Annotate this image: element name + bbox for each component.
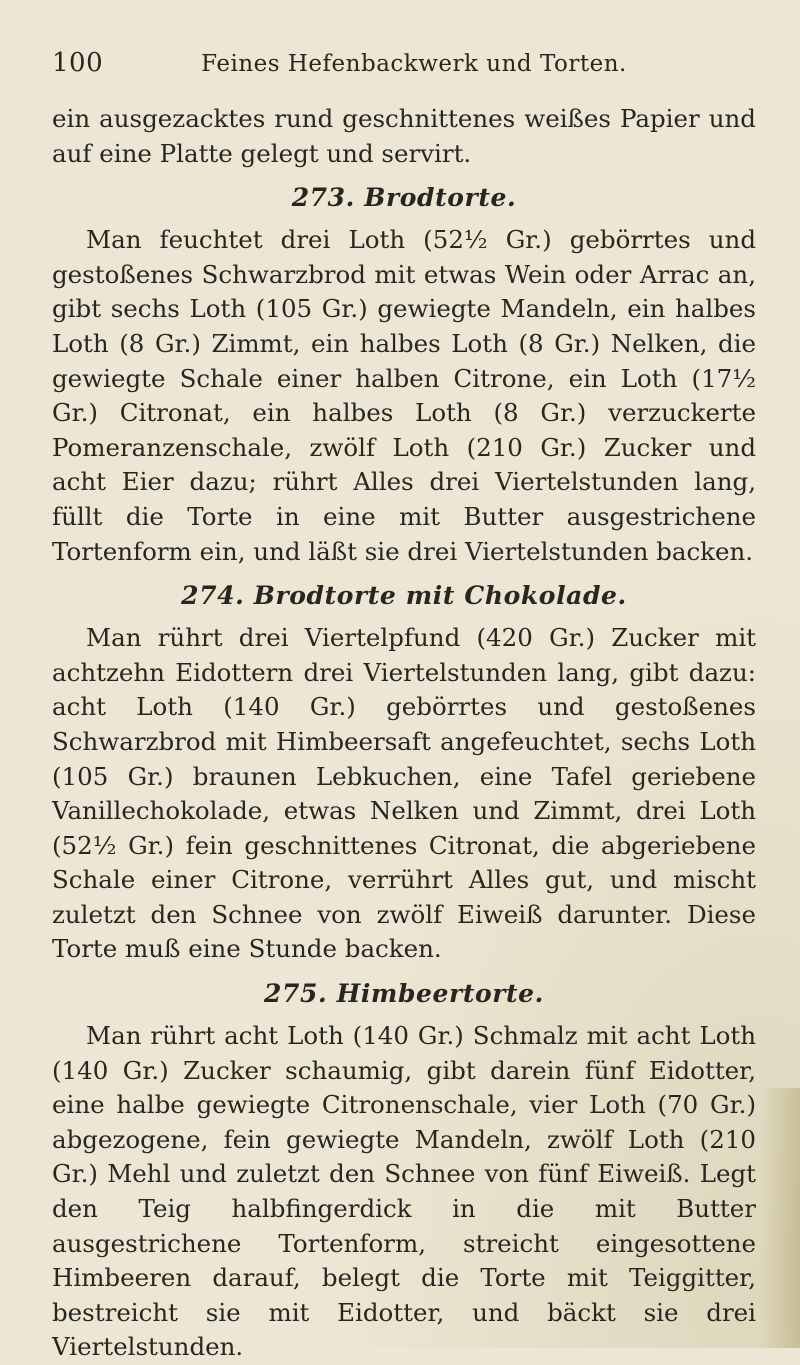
paper-stain: [760, 1088, 800, 1348]
recipe-text-275: Man rührt acht Loth (140 Gr.) Schmalz mit acht Loth (140 Gr.) Zucker schaumig, gibt darein fünf Eidotter, eine halbe gewiegte Citronenschale, vier Loth (70 Gr.) abgezogene, fein gewiegte Mandeln, zwölf Loth (210 Gr.) Mehl und zuletzt den Schnee von fünf Eiweiß. Legt den Teig halbfingerdick in die mit Butter ausgestrichene Tortenform, streicht eingesottene Himbeeren darauf, belegt die Torte mit Teiggitter, bestreicht sie mit Eidotter, und bäckt sie drei Viertelstunden.: [52, 1021, 756, 1362]
recipe-heading-273: 273. Brodtorte.: [291, 183, 517, 213]
intro-paragraph: ein ausgezacktes rund geschnittenes weißes Papier und auf eine Platte gelegt und servirt.: [52, 104, 756, 168]
page-header: [52, 48, 756, 88]
page-number: 100: [52, 48, 104, 78]
recipe-heading-275: 275. Himbeertorte.: [264, 979, 544, 1009]
recipe-heading-274: 274. Brodtorte mit Chokolade.: [181, 581, 627, 611]
recipe-text-274: Man rührt drei Viertelpfund (420 Gr.) Zucker mit achtzehn Eidottern drei Viertelstunden lang, gibt dazu: acht Loth (140 Gr.) gebörrtes und gestoßenes Schwarzbrod mit Himbeersaft angefeuchtet, sechs Loth (105 Gr.) braunen Lebkuchen, eine Tafel geriebene Vanillechokolade, etwas Nelken und Zimmt, drei Loth (52½ Gr.) fein geschnittenes Citronat, die abgeriebene Schale einer Citrone, verrührt Alles gut, und mischt zuletzt den Schnee von zwölf Eiweiß darunter. Diese Torte muß eine Stunde backen.: [52, 623, 756, 964]
recipe-text-273: Man feuchtet drei Loth (52½ Gr.) gebörrtes und gestoßenes Schwarzbrod mit etwas Wein oder Arrac an, gibt sechs Loth (105 Gr.) gewiegte Mandeln, ein halbes Loth (8 Gr.) Zimmt, ein halbes Loth (8 Gr.) Nelken, die gewiegte Schale einer halben Citrone, ein Loth (17½ Gr.) Citronat, ein halbes Loth (8 Gr.) verzuckerte Pomeranzenschale, zwölf Loth (210 Gr.) Zucker und acht Eier dazu; rührt Alles drei Viertelstunden lang, füllt die Torte in eine mit Butter ausgestrichene Tortenform ein, und läßt sie drei Viertelstunden backen.: [52, 225, 756, 566]
running-head: Feines Hefenbackwerk und Torten.: [201, 51, 627, 77]
